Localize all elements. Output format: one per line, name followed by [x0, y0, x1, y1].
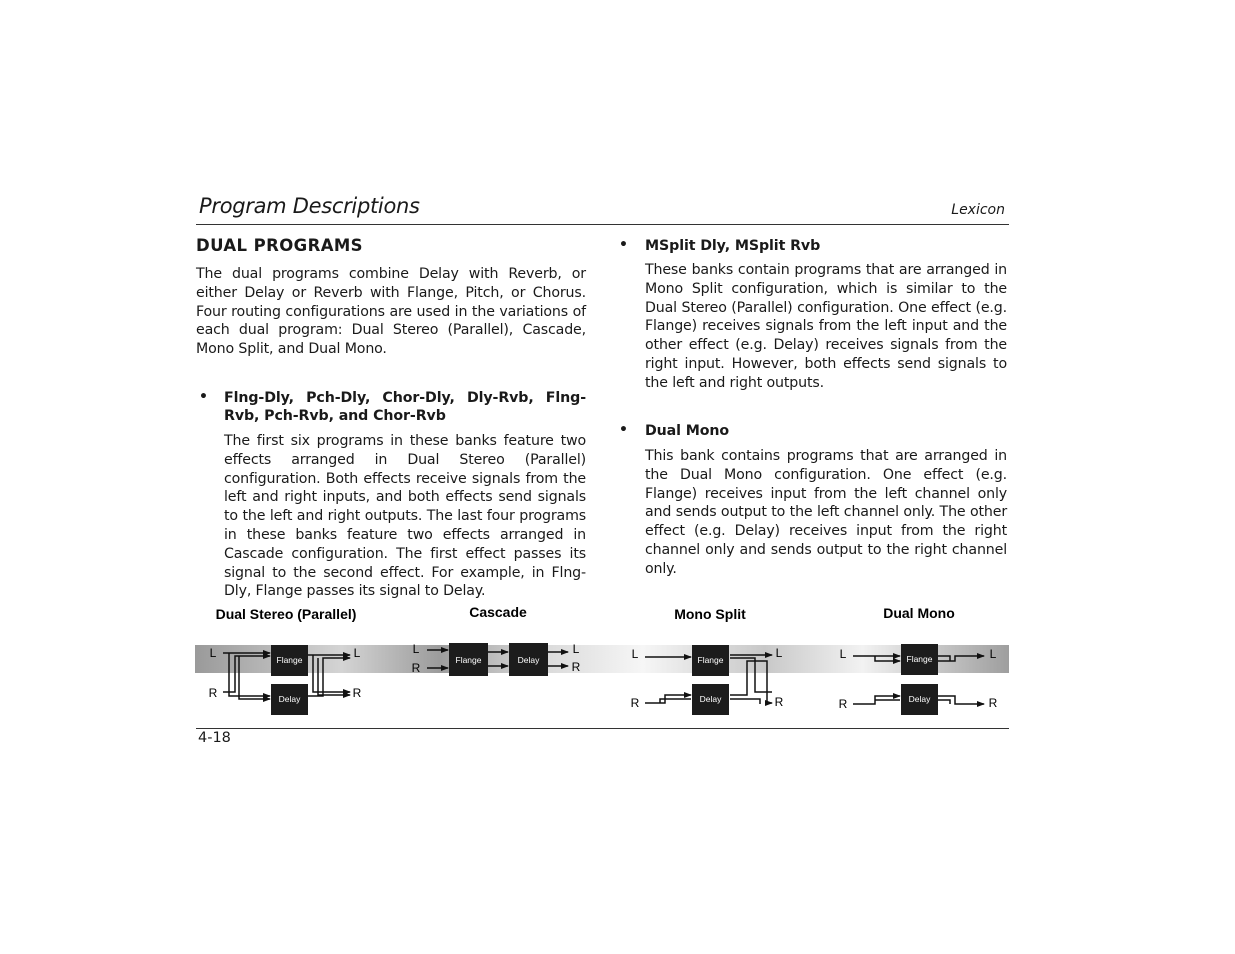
input-left-label: L [839, 647, 847, 661]
diagram-background-band [195, 645, 1009, 673]
flange-block-label: Flange [276, 655, 303, 665]
delay-block-label: Delay [278, 694, 301, 704]
bullet-body-msplit-banks: These banks contain programs that are arranged in Mono Split configuration, which is similar to the Dual Stereo (Parallel) configuration. One effect (e.g. Flange) receives signals from the left input and the other effect (e.g. Delay) receives signals from the right input. However, both effects send signals to the left and right outputs. [645, 262, 1007, 391]
output-left-label: L [572, 642, 580, 656]
flange-block-label: Flange [455, 655, 482, 665]
delay-block-label: Delay [517, 655, 540, 665]
section-title: DUAL PROGRAMS [196, 236, 363, 255]
page-number: 4-18 [198, 730, 231, 746]
output-right-label: R [571, 660, 581, 674]
diagram-title: Dual Stereo (Parallel) [215, 606, 357, 622]
page-header-title: Program Descriptions [199, 194, 420, 218]
delay-block-label: Delay [699, 694, 722, 704]
input-left-label: L [209, 646, 217, 660]
bullet-title-dual-stereo-banks: Flng-Dly, Pch-Dly, Chor-Dly, Dly-Rvb, Flng-Rvb, Pch-Rvb, and Chor-Rvb [224, 390, 586, 425]
delay-block-label: Delay [908, 694, 931, 704]
output-right-label: R [988, 696, 998, 710]
input-right-label: R [630, 696, 640, 710]
input-right-label: R [411, 661, 421, 675]
diagram-title: Cascade [469, 604, 527, 620]
bullet-title-dual-mono-bank: Dual Mono [645, 423, 730, 439]
output-left-label: L [989, 647, 997, 661]
bullet-title-msplit-banks: MSplit Dly, MSplit Rvb [645, 238, 821, 254]
bullet-body-dual-mono-bank: This bank contains programs that are arranged in the Dual Mono configuration. One effect (e.g. Flange) receives input from the left channel only and sends output to the left channel only. The other effect (e.g. Delay) receives input from the right channel only and sends output to the right channel only. [645, 448, 1007, 577]
header-rule [196, 224, 1009, 225]
footer-rule [196, 728, 1009, 729]
input-right-label: R [838, 697, 848, 711]
bullet-marker: • [199, 389, 208, 405]
bullet-marker: • [619, 422, 628, 438]
input-left-label: L [631, 647, 639, 661]
diagram-title: Mono Split [674, 606, 746, 622]
output-left-label: L [775, 646, 783, 660]
output-left-label: L [353, 646, 361, 660]
input-left-label: L [412, 642, 420, 656]
bullet-body-dual-stereo-banks: The first six programs in these banks feature two effects arranged in Dual Stereo (Parallel) configuration. Both effects receive signals from the left and right inputs, and both effects send signals to the left and right outputs. The last four programs in these banks feature two effects arranged in Cascade configuration. The first effect passes its signal to the second effect. For example, in Flng-Dly, Flange passes its signal to Delay. [224, 433, 586, 600]
routing-diagram-svg [195, 600, 1009, 725]
flange-block-label: Flange [906, 654, 933, 664]
output-right-label: R [774, 695, 784, 709]
output-right-label: R [352, 686, 362, 700]
intro-paragraph: The dual programs combine Delay with Reverb, or either Delay or Reverb with Flange, Pitch, or Chorus. Four routing configurations are used in the variations of each dual program: Dual Stereo (Parallel), Cascade, Mono Split, and Dual Mono. [196, 266, 586, 358]
flange-block-label: Flange [697, 655, 724, 665]
diagram-title: Dual Mono [883, 605, 955, 621]
brand-name: Lexicon [951, 202, 1005, 218]
input-right-label: R [208, 686, 218, 700]
routing-diagrams [195, 600, 1009, 725]
bullet-marker: • [619, 237, 628, 253]
